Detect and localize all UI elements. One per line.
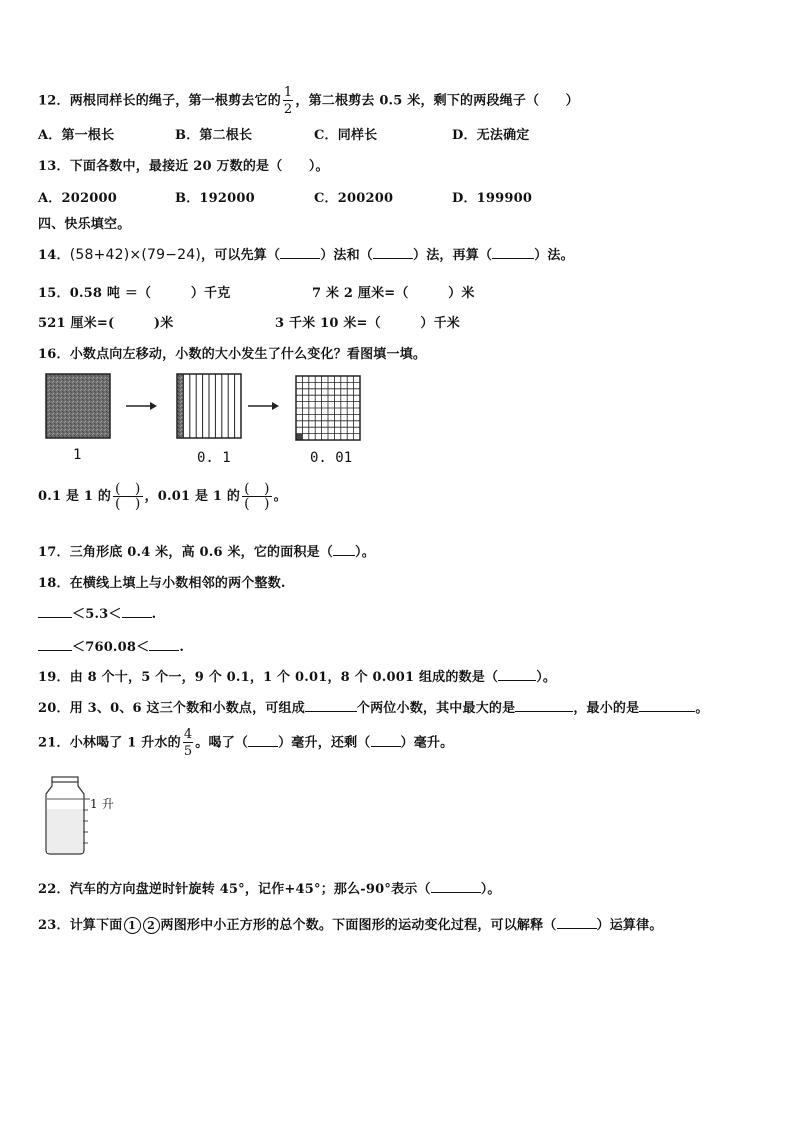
question-text: ，0.01 是 1 的 <box>144 489 241 504</box>
q18-line-2 <box>38 636 184 655</box>
option-b[interactable]: B．192000 <box>175 191 255 206</box>
question-text: 汽车的方向盘逆时针旋转 45°，记作+45°；那么-90°表示（ <box>69 882 431 897</box>
question-text: ）。 <box>536 670 557 685</box>
question-number: 16． <box>38 347 70 362</box>
answer-blank[interactable] <box>373 258 413 259</box>
question-22 <box>38 878 501 897</box>
question-text: 。 <box>273 489 287 504</box>
fraction-denominator-blank[interactable]: ( ) <box>244 496 270 512</box>
question-21 <box>38 728 453 758</box>
question-text: ）毫升。 <box>400 735 454 751</box>
circled-number-1: 1 <box>124 917 141 934</box>
answer-blank[interactable] <box>498 680 536 681</box>
fraction-four-fifths <box>183 728 193 758</box>
question-text: ，可以先算（ <box>201 248 281 263</box>
question-text: 。 <box>695 701 709 716</box>
question-number: 14． <box>38 248 70 263</box>
answer-blank[interactable] <box>305 711 357 712</box>
question-text: ）运算律。 <box>596 918 663 933</box>
option-a[interactable]: A．202000 <box>38 191 117 206</box>
question-text: 0.1 是 1 的 <box>38 489 112 504</box>
inequality: ＜5.3＜ <box>72 607 122 622</box>
fraction-numerator: 1 <box>283 85 293 100</box>
option-d[interactable]: D．无法确定 <box>452 128 530 143</box>
label-tenth: 0. 1 <box>197 450 231 466</box>
period: . <box>151 607 157 622</box>
label-hundredth: 0. 01 <box>310 450 353 466</box>
math-expression: (58+42)×(79−24) <box>69 247 201 263</box>
question-14 <box>38 244 574 263</box>
fraction-blank[interactable] <box>113 482 143 511</box>
fraction-one-half <box>283 86 293 116</box>
answer-blank[interactable] <box>38 617 72 618</box>
question-number: 18． <box>38 576 70 591</box>
option-c[interactable]: C．同样长 <box>314 128 378 143</box>
question-number: 17． <box>38 545 70 560</box>
question-text: ）。 <box>355 545 375 560</box>
option-d[interactable]: D．199900 <box>452 191 533 206</box>
circled-number-2: 2 <box>143 917 160 934</box>
question-text: ）法和（ <box>320 248 374 263</box>
arrow-icon <box>248 402 279 410</box>
shaded-tenth <box>177 374 183 438</box>
answer-blank[interactable] <box>492 258 534 259</box>
arrow-icon <box>126 402 157 410</box>
question-number: 15． <box>38 286 70 301</box>
question-text: 小林喝了 1 升水的 <box>69 735 181 751</box>
answer-blank[interactable] <box>149 650 179 651</box>
bottle-label: 1 升 <box>90 797 115 811</box>
fraction-denominator: 2 <box>283 102 293 117</box>
conversion-d[interactable]: 3 千米 10 米=（ ）千米 <box>275 316 461 331</box>
question-number: 20． <box>38 701 70 716</box>
answer-blank[interactable] <box>122 617 152 618</box>
question-15 <box>38 282 230 301</box>
question-text: ，最小的是 <box>573 701 640 716</box>
question-text: ）毫升，还剩（ <box>278 735 371 751</box>
question-text: 个两位小数，其中最大的是 <box>356 701 516 716</box>
fraction-numerator-blank[interactable]: ( ) <box>115 481 141 497</box>
question-text: ）法，再算（ <box>413 248 493 263</box>
q12-options <box>38 124 738 142</box>
question-number: 23． <box>38 918 70 933</box>
question-text: 两根同样长的绳子，第一根剪去它的 <box>69 93 281 109</box>
question-number: 19． <box>38 670 70 685</box>
question-17 <box>38 541 375 560</box>
question-19 <box>38 666 556 685</box>
question-text: 下面各数中，最接近 20 万数的是（ ）。 <box>69 159 329 174</box>
label-one: 1 <box>73 447 82 463</box>
question-text: 。喝了（ <box>195 735 249 751</box>
hundredths-square <box>296 376 360 440</box>
fraction-numerator: 4 <box>183 727 193 742</box>
question-text: ，第二根剪去 0.5 米，剩下的两段绳子（ ） <box>295 93 579 109</box>
shaded-hundredth <box>296 434 302 440</box>
conversion-c[interactable]: 521 厘米=( )米 <box>38 316 174 331</box>
answer-blank[interactable] <box>280 258 320 259</box>
answer-blank[interactable] <box>557 928 597 929</box>
q18-line-1 <box>38 603 156 622</box>
question-13 <box>38 155 329 174</box>
answer-blank[interactable] <box>515 711 573 712</box>
question-text: ）。 <box>480 882 501 897</box>
option-a[interactable]: A．第一根长 <box>38 128 115 143</box>
question-text: ）法。 <box>534 248 574 263</box>
option-c[interactable]: C．200200 <box>314 191 394 206</box>
answer-blank[interactable] <box>248 746 278 747</box>
question-12 <box>38 86 579 116</box>
section-title: 四、快乐填空。 <box>38 217 131 232</box>
question-text: 由 8 个十，5 个一，9 个 0.1，1 个 0.01，8 个 0.001 组成的数是（ <box>69 670 499 685</box>
fraction-denominator-blank[interactable]: ( ) <box>115 496 141 512</box>
answer-blank[interactable] <box>38 650 72 651</box>
question-text: 在横线上填上与小数相邻的两个整数. <box>69 576 286 591</box>
q13-options <box>38 187 738 205</box>
answer-blank[interactable] <box>333 555 355 556</box>
bottle-icon <box>42 775 122 855</box>
question-text: 用 3、0、6 这三个数和小数点，可组成 <box>69 701 305 716</box>
conversion-b[interactable]: 7 米 2 厘米=（ ）米 <box>312 286 475 301</box>
question-text: 两图形中小正方形的总个数。下面图形的运动变化过程，可以解释（ <box>160 918 557 933</box>
period: . <box>179 640 185 655</box>
question-number: 22． <box>38 882 70 897</box>
inequality: ＜760.08＜ <box>72 640 150 655</box>
fraction-denominator: 5 <box>183 744 193 759</box>
whole-square <box>46 374 110 438</box>
answer-blank[interactable] <box>431 892 481 893</box>
question-23 <box>38 914 663 934</box>
question-text: 三角形底 0.4 米，高 0.6 米，它的面积是（ <box>69 545 334 560</box>
tenths-square <box>177 374 241 438</box>
answer-blank[interactable] <box>639 711 695 712</box>
question-20 <box>38 697 709 716</box>
question-text: 小数点向左移动，小数的大小发生了什么变化？看图填一填。 <box>69 347 427 362</box>
question-number: 13． <box>38 159 70 174</box>
fraction-numerator-blank[interactable]: ( ) <box>244 481 270 497</box>
option-b[interactable]: B．第二根长 <box>175 128 253 143</box>
q16-fill <box>38 482 287 511</box>
question-number: 12． <box>38 93 70 109</box>
question-16 <box>38 343 426 362</box>
question-number: 21． <box>38 735 70 751</box>
question-text: 计算下面 <box>69 918 123 933</box>
answer-blank[interactable] <box>371 746 401 747</box>
fraction-blank[interactable] <box>242 482 272 511</box>
conversion-a[interactable]: 0.58 吨 ＝（ ）千克 <box>69 286 231 301</box>
question-18 <box>38 572 286 591</box>
